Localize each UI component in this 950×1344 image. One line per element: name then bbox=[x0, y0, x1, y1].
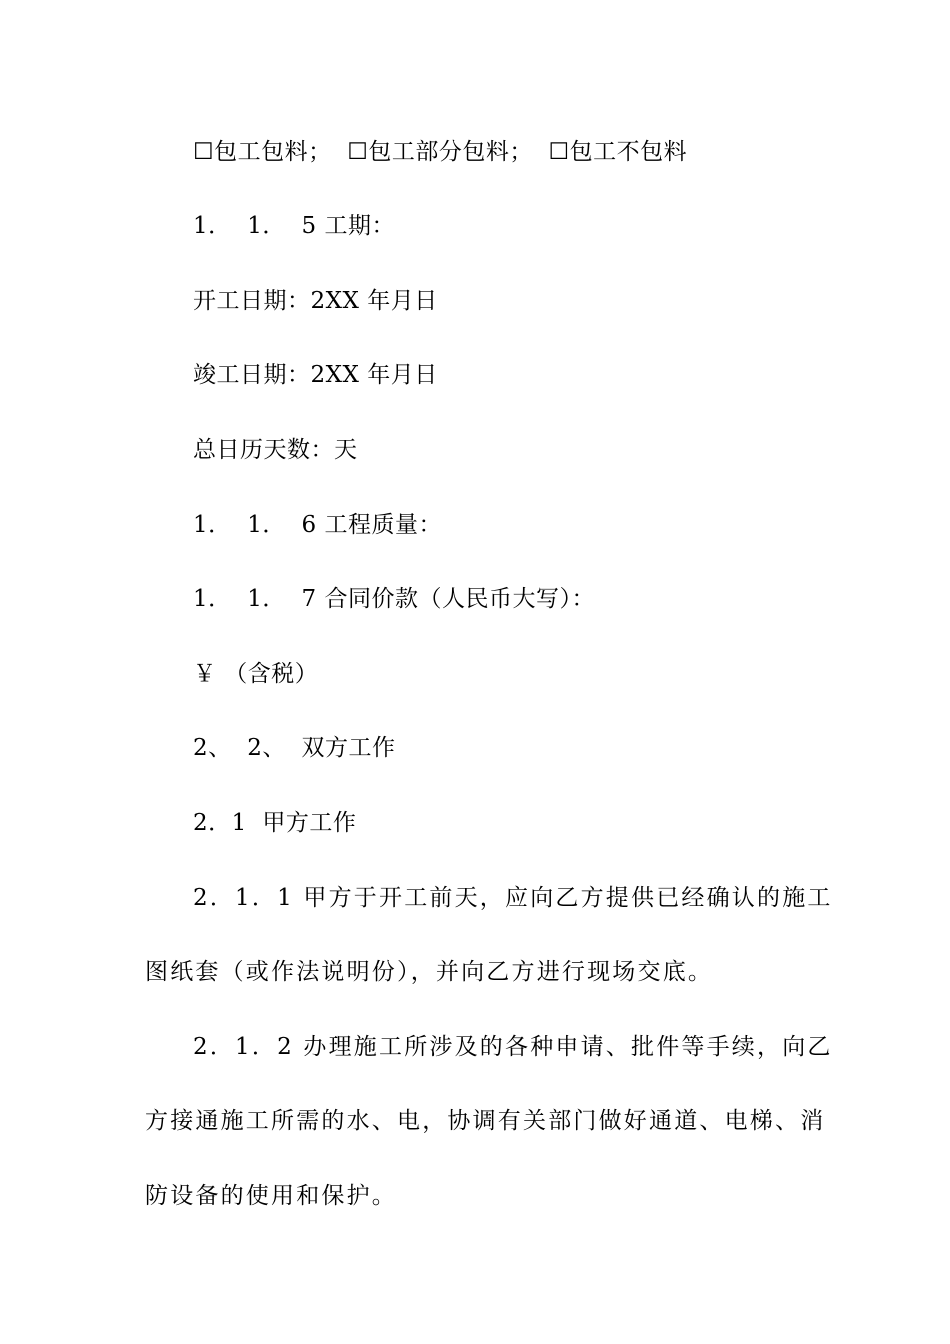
paragraph-2-1-1-line-2: 图纸套（或作法说明份），并向乙方进行现场交底。 bbox=[145, 959, 714, 985]
start-date-line: 开工日期：2XX 年月日 bbox=[193, 288, 438, 314]
paragraph-2-1-2-line-2: 方接通施工所需的水、电，协调有关部门做好通道、电梯、消 bbox=[145, 1108, 826, 1134]
section-1-1-6-heading: 1． 1． 6 工程质量： bbox=[193, 512, 442, 538]
section-2-1-heading: 2．1 甲方工作 bbox=[193, 810, 357, 836]
paragraph-2-1-1-line-1: 2．1．1 甲方于开工前天，应向乙方提供已经确认的施工 bbox=[193, 885, 833, 911]
paragraph-2-1-2-line-3: 防设备的使用和保护。 bbox=[145, 1183, 397, 1209]
completion-date-line: 竣工日期：2XX 年月日 bbox=[193, 362, 438, 388]
contract-type-options: ☐包工包料； ☐包工部分包料； ☐包工不包料 bbox=[193, 139, 688, 165]
total-days-line: 总日历天数：天 bbox=[193, 437, 358, 463]
paragraph-2-1-2-line-1: 2．1．2 办理施工所涉及的各种申请、批件等手续，向乙 bbox=[193, 1034, 833, 1060]
price-tax-line: ￥ （含税） bbox=[193, 661, 319, 687]
section-1-1-7-heading: 1． 1． 7 合同价款（人民币大写）： bbox=[193, 586, 595, 612]
section-2-2-heading: 2、 2、 双方工作 bbox=[193, 735, 396, 761]
section-1-1-5-heading: 1． 1． 5 工期： bbox=[193, 213, 395, 239]
